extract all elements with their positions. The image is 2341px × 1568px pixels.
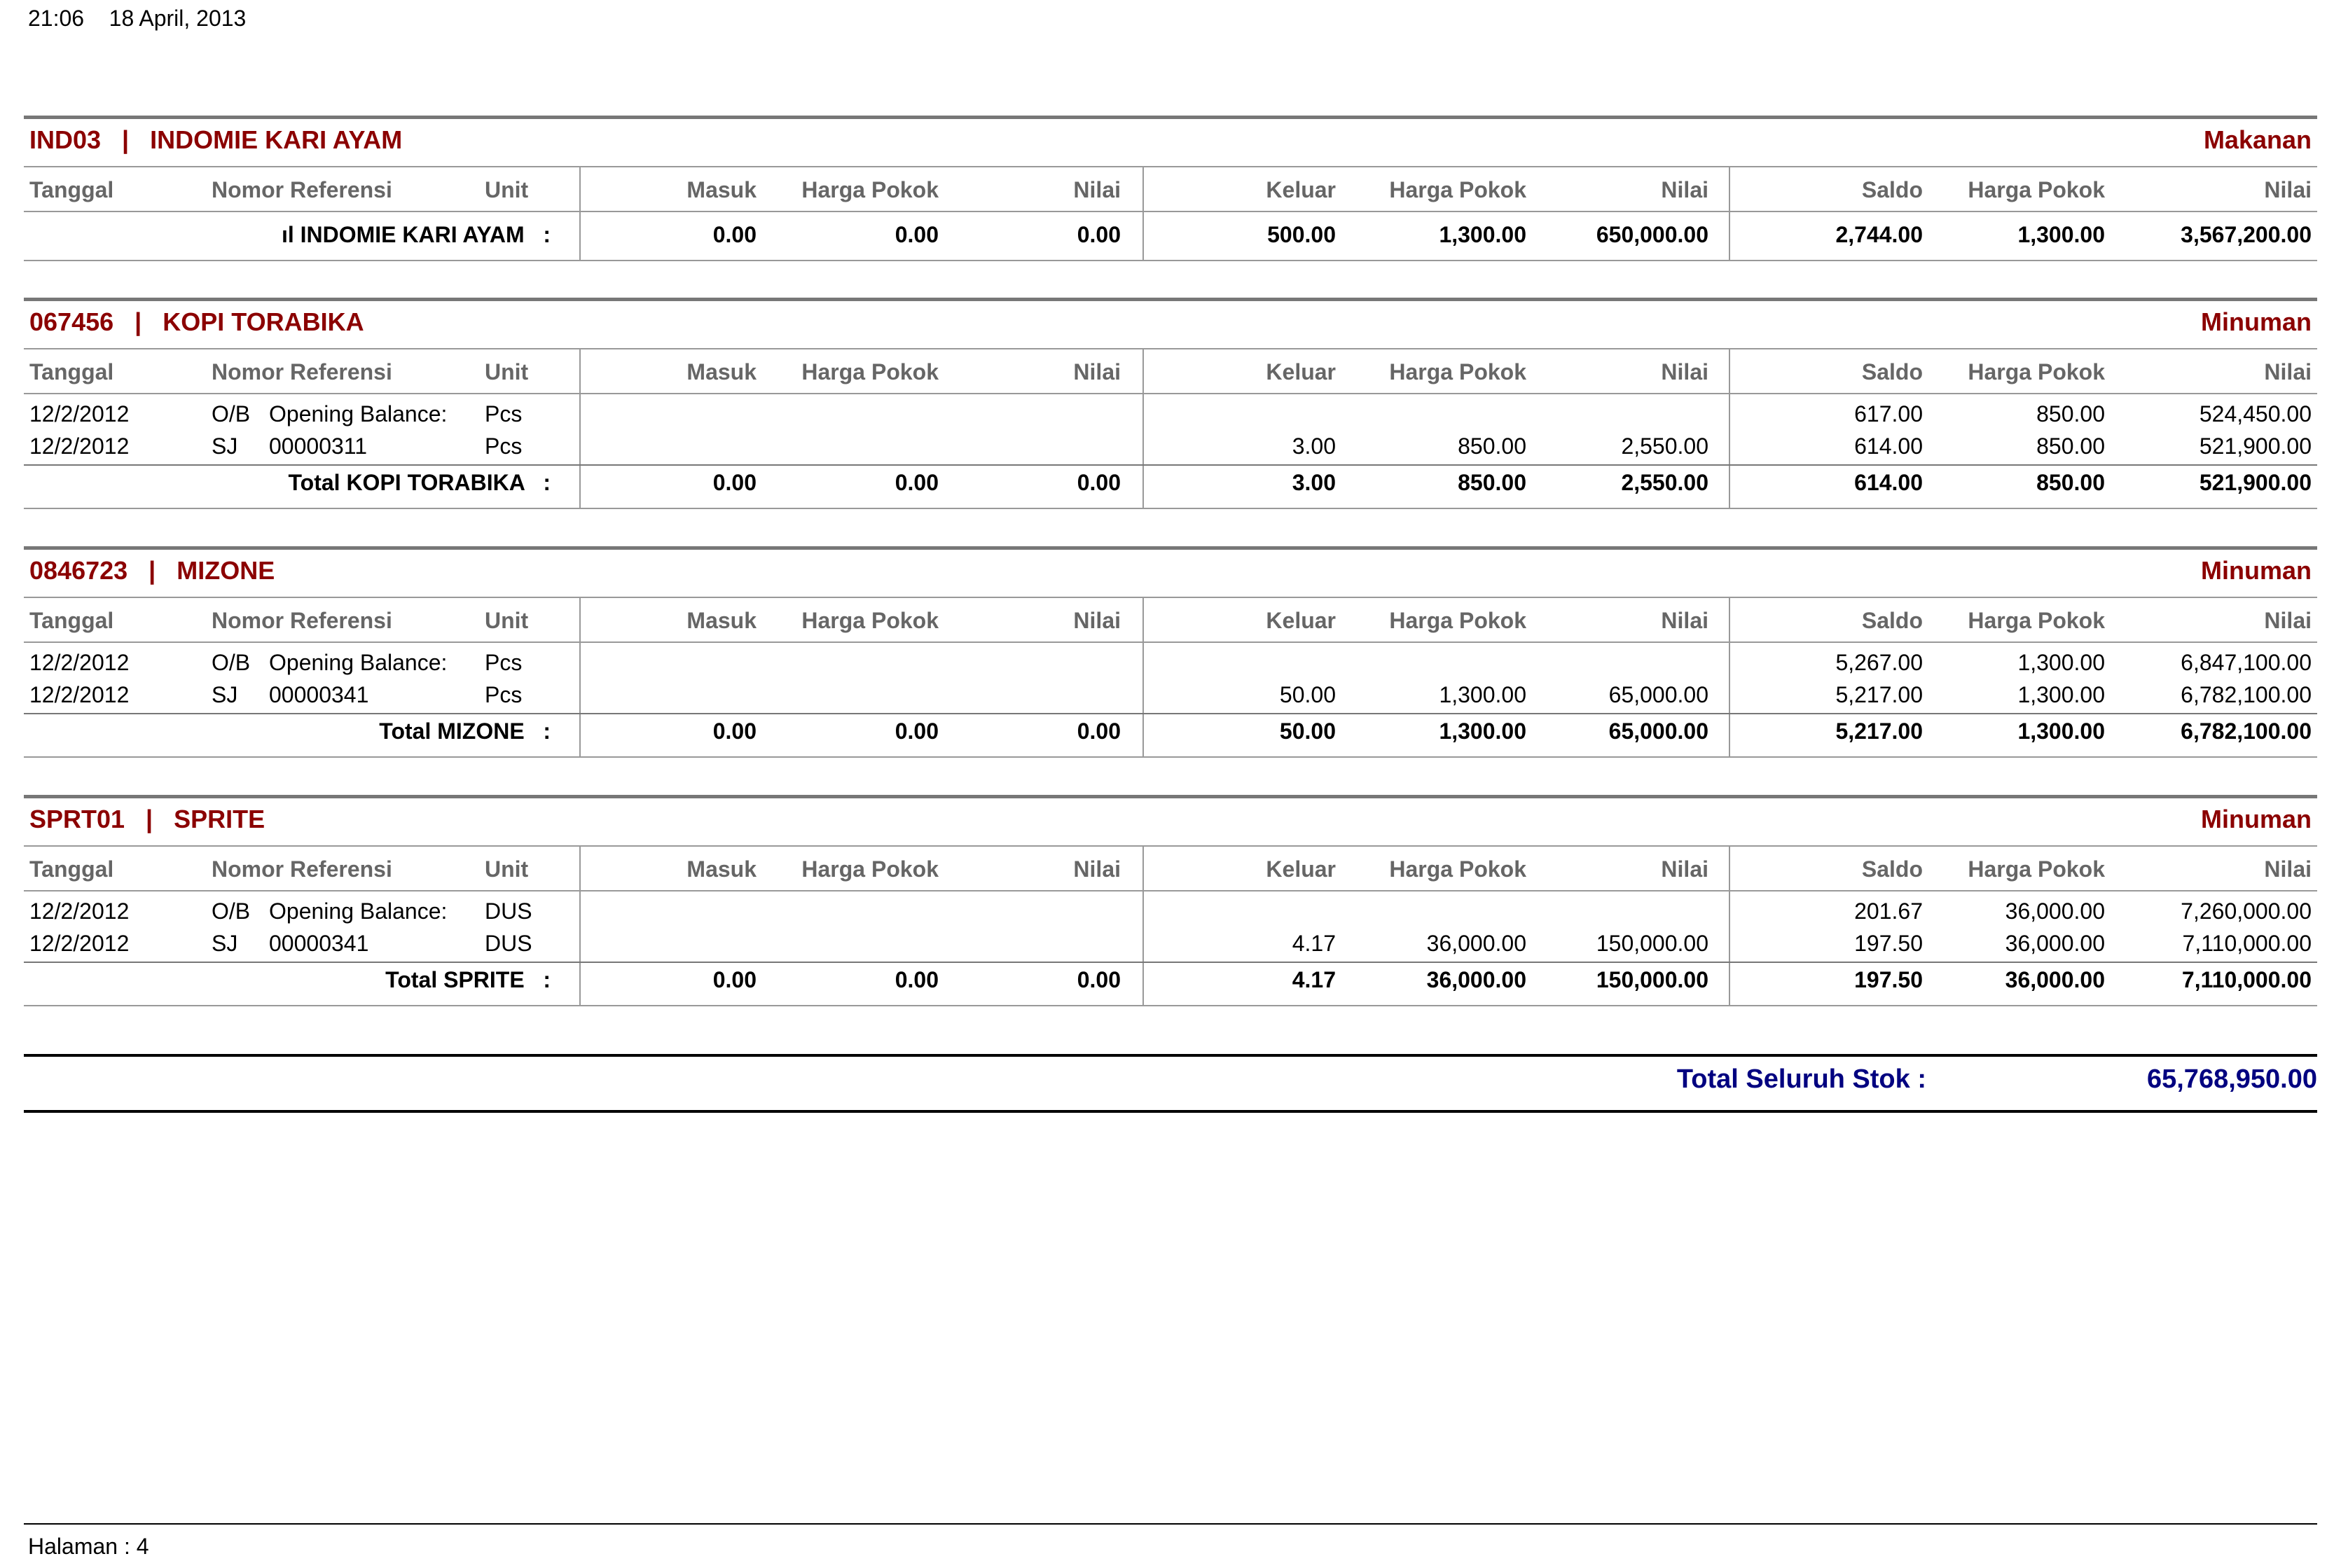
total-divider [24,962,2317,963]
column-separator [579,847,581,1005]
row-ref-type: SJ [212,433,238,459]
row-ref: Opening Balance: [269,401,448,426]
section-bottom-line [24,508,2317,509]
col-header-keluar-harga-pokok: Harga Pokok [1389,359,1526,384]
col-header-saldo: Saldo [1861,856,1923,882]
row-ref-type: SJ [212,682,238,707]
total-saldo-nilai: 521,900.00 [2199,470,2312,495]
col-header-masuk-harga-pokok: Harga Pokok [801,177,939,202]
title-divider [24,845,2317,847]
total-masuk-nilai: 0.00 [1077,470,1121,495]
row-tanggal: 12/2/2012 [29,899,130,924]
section-bottom-line [24,1005,2317,1006]
col-header-unit: Unit [485,177,529,202]
total-keluar-harga-pokok: 1,300.00 [1439,222,1526,247]
total-label: Total SPRITE : [385,967,551,992]
col-header-tanggal: Tanggal [29,608,114,633]
total-masuk-nilai: 0.00 [1077,967,1121,992]
total-saldo-nilai: 3,567,200.00 [2181,222,2312,247]
row-ref: Opening Balance: [269,899,448,924]
row-keluar-nilai: 150,000.00 [1596,931,1708,956]
grand-total-value: 65,768,950.00 [2146,1064,2317,1094]
report-time: 21:06 [28,6,85,31]
col-header-saldo-nilai: Nilai [2264,856,2312,882]
col-header-keluar-harga-pokok: Harga Pokok [1389,856,1526,882]
row-keluar-nilai: 2,550.00 [1621,433,1708,459]
row-unit: Pcs [485,682,523,707]
total-masuk-harga-pokok: 0.00 [895,719,939,744]
row-saldo: 614.00 [1854,433,1923,459]
total-keluar-harga-pokok: 1,300.00 [1439,719,1526,744]
title-divider [24,166,2317,167]
col-header-keluar-nilai: Nilai [1661,856,1708,882]
row-tanggal: 12/2/2012 [29,650,130,675]
row-unit: DUS [485,931,532,956]
total-masuk: 0.00 [712,222,757,247]
column-separator [1729,167,1730,260]
row-saldo: 5,267.00 [1835,650,1923,675]
column-separator [1142,847,1144,1005]
column-separator [579,598,581,756]
column-separator [1729,598,1730,756]
total-masuk-nilai: 0.00 [1077,222,1121,247]
product-title: IND03 | INDOMIE KARI AYAM [29,125,403,154]
row-saldo-nilai: 521,900.00 [2199,433,2312,459]
total-saldo: 197.50 [1854,967,1923,992]
col-header-masuk-nilai: Nilai [1073,856,1121,882]
col-header-tanggal: Tanggal [29,177,114,202]
column-separator [579,167,581,260]
row-saldo-nilai: 6,782,100.00 [2181,682,2312,707]
total-keluar-nilai: 650,000.00 [1596,222,1708,247]
col-header-saldo-harga-pokok: Harga Pokok [1968,608,2105,633]
col-header-saldo-nilai: Nilai [2264,177,2312,202]
section-bottom-line [24,756,2317,758]
col-header-keluar-nilai: Nilai [1661,608,1708,633]
total-divider [24,713,2317,714]
total-masuk: 0.00 [712,719,757,744]
row-ref-type: SJ [212,931,238,956]
row-unit: Pcs [485,433,523,459]
product-title: 0846723 | MIZONE [29,556,275,585]
col-header-masuk-harga-pokok: Harga Pokok [801,856,939,882]
row-saldo: 197.50 [1854,931,1923,956]
total-masuk-harga-pokok: 0.00 [895,222,939,247]
report-timestamp [28,6,246,32]
row-saldo-harga-pokok: 36,000.00 [2005,899,2105,924]
row-saldo-nilai: 7,110,000.00 [2182,931,2312,956]
section-top-line [24,795,2317,798]
total-keluar-harga-pokok: 36,000.00 [1426,967,1526,992]
page-number: Halaman : 4 [28,1534,149,1559]
row-keluar-harga-pokok: 850.00 [1458,433,1526,459]
row-saldo: 5,217.00 [1835,682,1923,707]
title-divider [24,348,2317,349]
row-tanggal: 12/2/2012 [29,433,130,459]
product-category: Minuman [2201,307,2312,336]
col-header-keluar: Keluar [1266,856,1336,882]
col-header-masuk: Masuk [686,608,757,633]
col-header-keluar-harga-pokok: Harga Pokok [1389,177,1526,202]
total-keluar-nilai: 150,000.00 [1596,967,1708,992]
column-separator [1729,847,1730,1005]
row-saldo-harga-pokok: 1,300.00 [2017,682,2105,707]
row-unit: DUS [485,899,532,924]
row-ref-type: O/B [212,401,251,426]
col-header-unit: Unit [485,608,529,633]
col-header-nomor-referensi: Nomor Referensi [212,177,392,202]
total-saldo-harga-pokok: 1,300.00 [2017,719,2105,744]
row-ref: 00000341 [269,682,369,707]
product-section [24,116,2317,263]
col-header-keluar: Keluar [1266,608,1336,633]
row-keluar: 50.00 [1279,682,1336,707]
row-saldo-nilai: 7,260,000.00 [2181,899,2312,924]
header-divider [24,890,2317,891]
row-saldo-nilai: 6,847,100.00 [2181,650,2312,675]
col-header-tanggal: Tanggal [29,359,114,384]
col-header-unit: Unit [485,359,529,384]
col-header-nomor-referensi: Nomor Referensi [212,608,392,633]
total-keluar: 500.00 [1267,222,1336,247]
col-header-keluar: Keluar [1266,359,1336,384]
col-header-saldo-nilai: Nilai [2264,359,2312,384]
product-category: Minuman [2201,556,2312,585]
total-keluar-harga-pokok: 850.00 [1458,470,1526,495]
total-saldo: 5,217.00 [1835,719,1923,744]
col-header-nomor-referensi: Nomor Referensi [212,856,392,882]
grand-total-label: Total Seluruh Stok : [1676,1064,1926,1094]
product-title: 067456 | KOPI TORABIKA [29,307,364,336]
col-header-keluar: Keluar [1266,177,1336,202]
total-label: Total MIZONE : [379,719,551,744]
total-label: ıl INDOMIE KARI AYAM : [281,222,551,247]
footer-divider [24,1523,2317,1525]
grand-total-bottom-line [24,1110,2317,1113]
row-saldo-nilai: 524,450.00 [2199,401,2312,426]
col-header-saldo: Saldo [1861,359,1923,384]
total-keluar: 3.00 [1292,470,1336,495]
col-header-masuk: Masuk [686,856,757,882]
row-saldo-harga-pokok: 1,300.00 [2017,650,2105,675]
row-saldo-harga-pokok: 850.00 [2036,401,2105,426]
col-header-saldo: Saldo [1861,608,1923,633]
row-keluar-nilai: 65,000.00 [1608,682,1708,707]
total-saldo-harga-pokok: 1,300.00 [2017,222,2105,247]
col-header-masuk-harga-pokok: Harga Pokok [801,359,939,384]
col-header-keluar-harga-pokok: Harga Pokok [1389,608,1526,633]
total-keluar-nilai: 2,550.00 [1621,470,1708,495]
row-saldo: 617.00 [1854,401,1923,426]
row-unit: Pcs [485,650,523,675]
column-separator [1142,349,1144,508]
header-divider [24,393,2317,394]
col-header-masuk-nilai: Nilai [1073,177,1121,202]
section-top-line [24,116,2317,119]
total-masuk-nilai: 0.00 [1077,719,1121,744]
col-header-unit: Unit [485,856,529,882]
product-section [24,298,2317,511]
column-separator [1729,349,1730,508]
section-bottom-line [24,260,2317,261]
row-saldo-harga-pokok: 36,000.00 [2005,931,2105,956]
total-keluar: 50.00 [1279,719,1336,744]
product-category: Minuman [2201,805,2312,833]
col-header-masuk: Masuk [686,177,757,202]
column-separator [1142,167,1144,260]
row-saldo: 201.67 [1854,899,1923,924]
product-category: Makanan [2203,125,2312,154]
report-date: 18 April, 2013 [109,6,247,31]
row-tanggal: 12/2/2012 [29,682,130,707]
total-divider [24,464,2317,466]
row-unit: Pcs [485,401,523,426]
row-ref: Opening Balance: [269,650,448,675]
row-ref-type: O/B [212,899,251,924]
row-keluar-harga-pokok: 36,000.00 [1426,931,1526,956]
row-tanggal: 12/2/2012 [29,931,130,956]
col-header-tanggal: Tanggal [29,856,114,882]
title-divider [24,597,2317,598]
column-separator [579,349,581,508]
product-title: SPRT01 | SPRITE [29,805,265,833]
total-masuk: 0.00 [712,967,757,992]
col-header-saldo-harga-pokok: Harga Pokok [1968,359,2105,384]
row-keluar-harga-pokok: 1,300.00 [1439,682,1526,707]
row-ref-type: O/B [212,650,251,675]
total-keluar-nilai: 65,000.00 [1608,719,1708,744]
total-saldo-nilai: 7,110,000.00 [2181,967,2312,992]
row-keluar: 4.17 [1292,931,1336,956]
total-saldo: 2,744.00 [1835,222,1923,247]
total-keluar: 4.17 [1292,967,1336,992]
row-saldo-harga-pokok: 850.00 [2036,433,2105,459]
total-saldo-harga-pokok: 36,000.00 [2005,967,2105,992]
row-keluar: 3.00 [1292,433,1336,459]
total-masuk: 0.00 [712,470,757,495]
col-header-nomor-referensi: Nomor Referensi [212,359,392,384]
column-separator [1142,598,1144,756]
total-saldo-harga-pokok: 850.00 [2036,470,2105,495]
col-header-keluar-nilai: Nilai [1661,359,1708,384]
col-header-masuk-harga-pokok: Harga Pokok [801,608,939,633]
grand-total-top-line [24,1054,2317,1057]
total-label: Total KOPI TORABIKA : [288,470,551,495]
row-ref: 00000311 [269,433,367,459]
header-divider [24,641,2317,643]
section-top-line [24,546,2317,550]
col-header-saldo-harga-pokok: Harga Pokok [1968,856,2105,882]
total-masuk-harga-pokok: 0.00 [895,967,939,992]
col-header-masuk: Masuk [686,359,757,384]
row-ref: 00000341 [269,931,369,956]
col-header-keluar-nilai: Nilai [1661,177,1708,202]
col-header-masuk-nilai: Nilai [1073,608,1121,633]
total-saldo-nilai: 6,782,100.00 [2181,719,2312,744]
header-divider [24,211,2317,212]
section-top-line [24,298,2317,301]
col-header-saldo-harga-pokok: Harga Pokok [1968,177,2105,202]
col-header-saldo: Saldo [1861,177,1923,202]
product-section [24,546,2317,759]
total-masuk-harga-pokok: 0.00 [895,470,939,495]
row-tanggal: 12/2/2012 [29,401,130,426]
total-saldo: 614.00 [1854,470,1923,495]
col-header-masuk-nilai: Nilai [1073,359,1121,384]
col-header-saldo-nilai: Nilai [2264,608,2312,633]
product-section [24,795,2317,1008]
